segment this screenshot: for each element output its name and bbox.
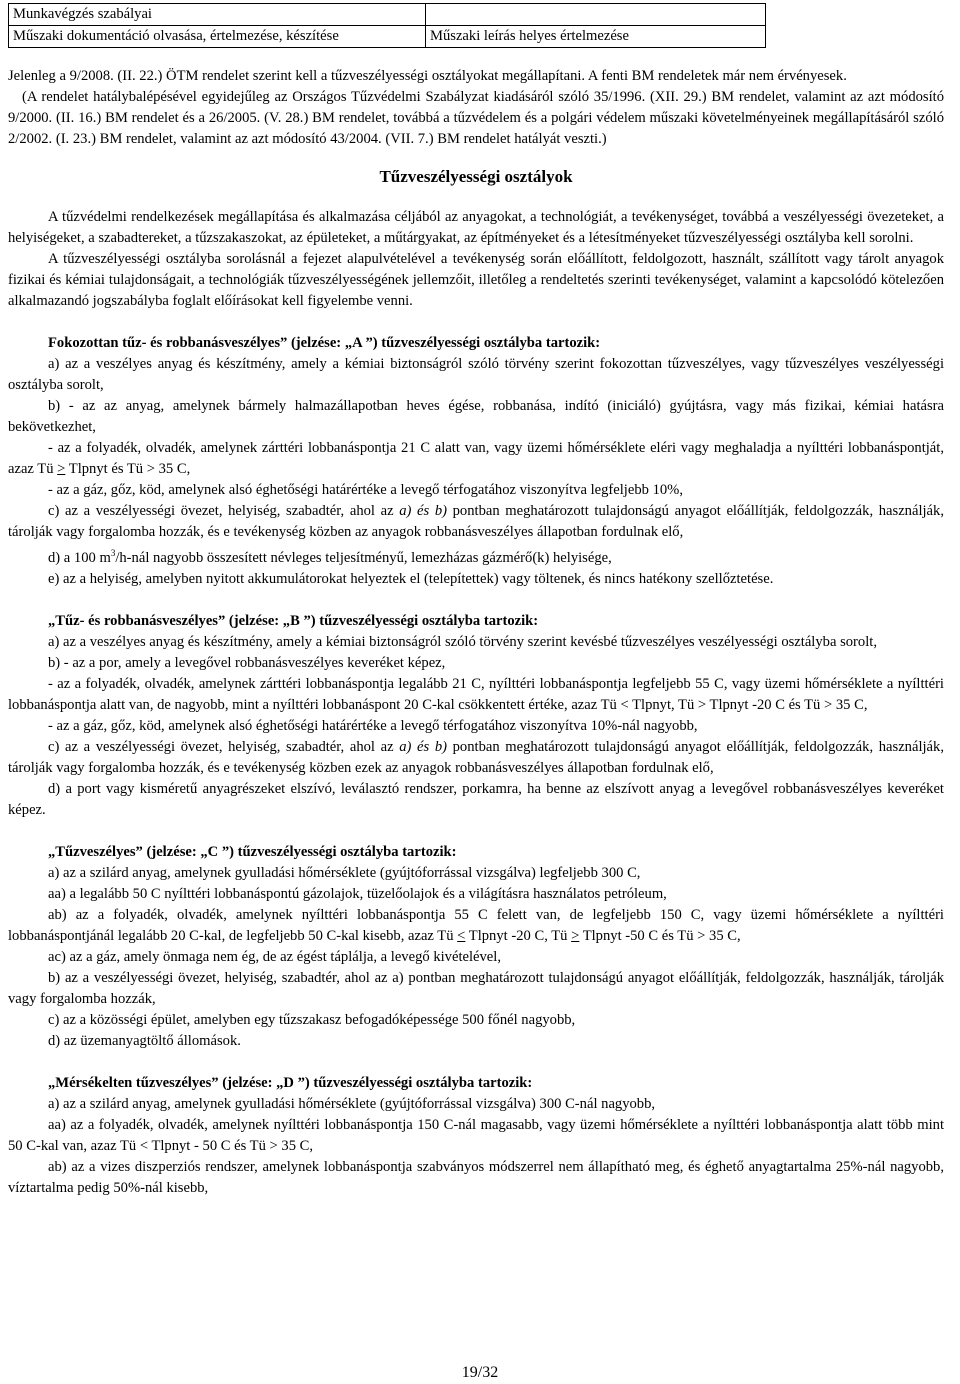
section-c-item: aa) a legalább 50 C nyílttéri lobbanáspontú gázolajok, tüzelőolajok és a világításra használatos petróleum,: [48, 885, 667, 902]
section-a-item: d) a 100 $m^3/h$-nál nagyobb összesített névleges teljesítményű, lemezházas gázmérő(k) helyisége,: [48, 548, 612, 566]
section-b-item: d) a port vagy kisméretű anyagrészeket elszívó, leválasztó rendszer, porkamra, ha benne az elszívott anyag a levegővel robbanásveszélyes keveréket képez.: [8, 780, 944, 818]
header-table: [8, 3, 766, 48]
section-a-item: a) az a veszélyes anyag és készítmény, amely a kémiai biztonságról szóló törvény szerint fokozottan tűzveszélyes, vagy tűzveszélyes veszélyességi osztályba sorolt,: [8, 356, 944, 393]
header-empty-cell: [426, 4, 766, 26]
document-body: [8, 66, 944, 1199]
section-c-item: a) az a szilárd anyag, amelynek gyulladási hőmérséklete (gyújtóforrással vizsgálva) legfeljebb 300 C,: [48, 864, 641, 881]
page-title: Tűzveszélyességi osztályok: [379, 167, 573, 186]
section-b-item: c) az a veszélyességi övezet, helyiség, szabadtér, ahol az a) és b) pontban meghatározott tulajdonságú anyagot előállítják, feldolgozzák, használják, tárolják vagy forgalomba hozzák, és e tevékenység közben ezek az anyagok robbanásveszélyes állapotban fordulnak elő,: [8, 738, 944, 776]
section-b-item: - az a gáz, gőz, köd, amelynek alsó éghetőségi határértéke a levegő térfogatához viszonyítva 10%-nál nagyobb,: [48, 717, 698, 734]
section-a-item: - az a folyadék, olvadék, amelynek zárttéri lobbanáspontja 21 C alatt van, vagy üzemi hőmérséklete eléri vagy meghaladja a nyílttéri lobbanáspontját, azaz Tü > Tlpnyt és Tü > 35 C,: [8, 440, 944, 477]
header-module-left: Műszaki dokumentáció olvasása, értelmezése, készítése: [9, 26, 426, 48]
section-d-item: ab) az a vizes diszperziós rendszer, amelynek lobbanáspontja szabványos módszerrel nem állapítható meg, és éghető anyagtartalma 25%-nál nagyobb, víztartalma pedig 50%-nál kisebb,: [8, 1158, 944, 1196]
section-d-item: a) az a szilárd anyag, amelynek gyulladási hőmérséklete (gyújtóforrással vizsgálva) 300 C-nál nagyobb,: [48, 1095, 656, 1112]
section-c-item: b) az a veszélyességi övezet, helyiség, szabadtér, ahol az a) pontban meghatározott tulajdonságú anyagot előállítják, feldolgozzák, használják, tárolják vagy forgalomba hozzák,: [8, 969, 944, 1007]
section-b-item: - az a folyadék, olvadék, amelynek zárttéri lobbanáspontja legalább 21 C, nyílttéri lobbanáspontja legfeljebb 55 C, vagy üzemi hőmérséklete a nyílttéri lobbanáspontja alatt van, de nagyobb, mint a nyílttéri lobbanáspont 20 C-kal csökkentett értéke, azaz Tü < Tlpnyt, Tü > Tlpnyt -20 C és Tü > 35 C,: [8, 675, 944, 713]
section-a-heading: Fokozottan tűz- és robbanásveszélyes” (jelzése: „A ”) tűzveszélyességi osztályba tartozik:: [48, 335, 601, 351]
section-c-heading: „Tűzveszélyes” (jelzése: „C ”) tűzveszélyességi osztályba tartozik:: [48, 843, 457, 860]
section-d-heading: „Mérsékelten tűzveszélyes” (jelzése: „D ”) tűzveszélyességi osztályba tartozik:: [48, 1074, 533, 1091]
section-c-item: ab) az a folyadék, olvadék, amelynek nyílttéri lobbanáspontja 55 C felett van, de legfeljebb 150 C, vagy üzemi hőmérséklete a nyílttéri lobbanáspontjánál legalább 20 C-kal, de legfeljebb 50 C-kal kisebb, azaz Tü < Tlpnyt -20 C, Tü > Tlpnyt -50 C és Tü > 35 C,: [8, 906, 944, 944]
header-category: Munkavégzés szabályai: [9, 4, 426, 26]
body-paragraph-1: A tűzvédelmi rendelkezések megállapítása és alkalmazása céljából az anyagokat, a technológiát, a tevékenységet, továbbá a veszélyességi övezeteket, a helyiségeket, a szabadtereket, a tűzszakaszokat, az épületeket, a műtárgyakat, az építményeket és a létesítményeket tűzveszélyességi osztályba kell sorolni.: [8, 209, 944, 246]
intro-paragraph: Jelenleg a 9/2008. (II. 22.) ÖTM rendelet szerint kell a tűzveszélyességi osztályokat megállapítani. A fenti BM rendeletek már nem érvényesek.: [8, 68, 847, 84]
section-a-item: c) az a veszélyességi övezet, helyiség, szabadtér, ahol az a) és b) pontban meghatározott tulajdonságú anyagot előállítják, feldolgozzák, használják, tárolják vagy forgalomba hozzák, és e tevékenység közben az anyagok robbanásveszélyes állapotban fordulnak elő,: [8, 503, 944, 540]
repeal-note: (A rendelet hatálybalépésével egyidejűleg az Országos Tűzvédelmi Szabályzat kiadásáról szóló 35/1996. (XII. 29.) BM rendelet, valamint az azt módosító 9/2000. (II. 16.) BM rendelet és a 26/2005. (V. 28.) BM rendelet, továbbá a tűzvédelem és a polgári védelem műszaki követelményeinek megállapításáról szóló 2/2002. (I. 23.) BM rendelet, valamint az azt módosító 43/2004. (VII. 7.) BM rendelet hatályát veszti.): [8, 89, 944, 147]
header-module-right: Műszaki leírás helyes értelmezése: [426, 26, 766, 48]
section-d-item: aa) az a folyadék, olvadék, amelynek nyílttéri lobbanáspontja 150 C-nál magasabb, vagy üzemi hőmérséklete a nyílttéri lobbanáspontja alatt több mint 50 C-kal van, azaz Tü < Tlpnyt - 50 C és Tü > 35 C,: [8, 1116, 944, 1154]
page-number: 19/32: [461, 1364, 499, 1381]
section-c-item: d) az üzemanyagtöltő állomások.: [48, 1032, 241, 1049]
section-b-item: b) - az a por, amely a levegővel robbanásveszélyes keveréket képez,: [48, 654, 446, 671]
section-b-item: a) az a veszélyes anyag és készítmény, amely a kémiai biztonságról szóló törvény szerint kevésbé tűzveszélyes veszélyességi osztályba sorolt,: [48, 633, 877, 650]
section-a-item: e) az a helyiség, amelyben nyitott akkumulátorokat helyeztek el (telepítettek) vagy töltenek, és nincs hatékony szellőztetése.: [48, 570, 774, 587]
section-c-item: ac) az a gáz, amely önmaga nem ég, de az égést táplálja, a levegő kivételével,: [48, 948, 501, 965]
section-b-heading: „Tűz- és robbanásveszélyes” (jelzése: „B ”) tűzveszélyességi osztályba tartozik:: [48, 612, 539, 629]
section-c-item: c) az a közösségi épület, amelyben egy tűzszakasz befogadóképessége 500 főnél nagyobb,: [48, 1011, 576, 1028]
section-a-item: - az a gáz, gőz, köd, amelynek alsó éghetőségi határértéke a levegő térfogatához viszonyítva legfeljebb 10%,: [48, 482, 683, 498]
section-a-item: b) - az az anyag, amelynek bármely halmazállapotban heves égése, robbanása, indító (iniciáló) gyújtásra, vagy más fizikai, kémiai hatásra bekövetkezhet,: [8, 398, 944, 435]
body-paragraph-2: A tűzveszélyességi osztályba sorolásnál a fejezet alapulvételével a tevékenység során előállított, feldolgozott, használt, szállított vagy tárolt anyagok fizikai és kémiai tulajdonságait, a technológiák tűzveszélyességének jellemzőit, illetőleg a rendeltetés szerinti tevékenységet, valamint a kapcsolódó kötelezően alkalmazandó jogszabályba foglalt előírásokat kell figyelembe venni.: [8, 251, 944, 309]
